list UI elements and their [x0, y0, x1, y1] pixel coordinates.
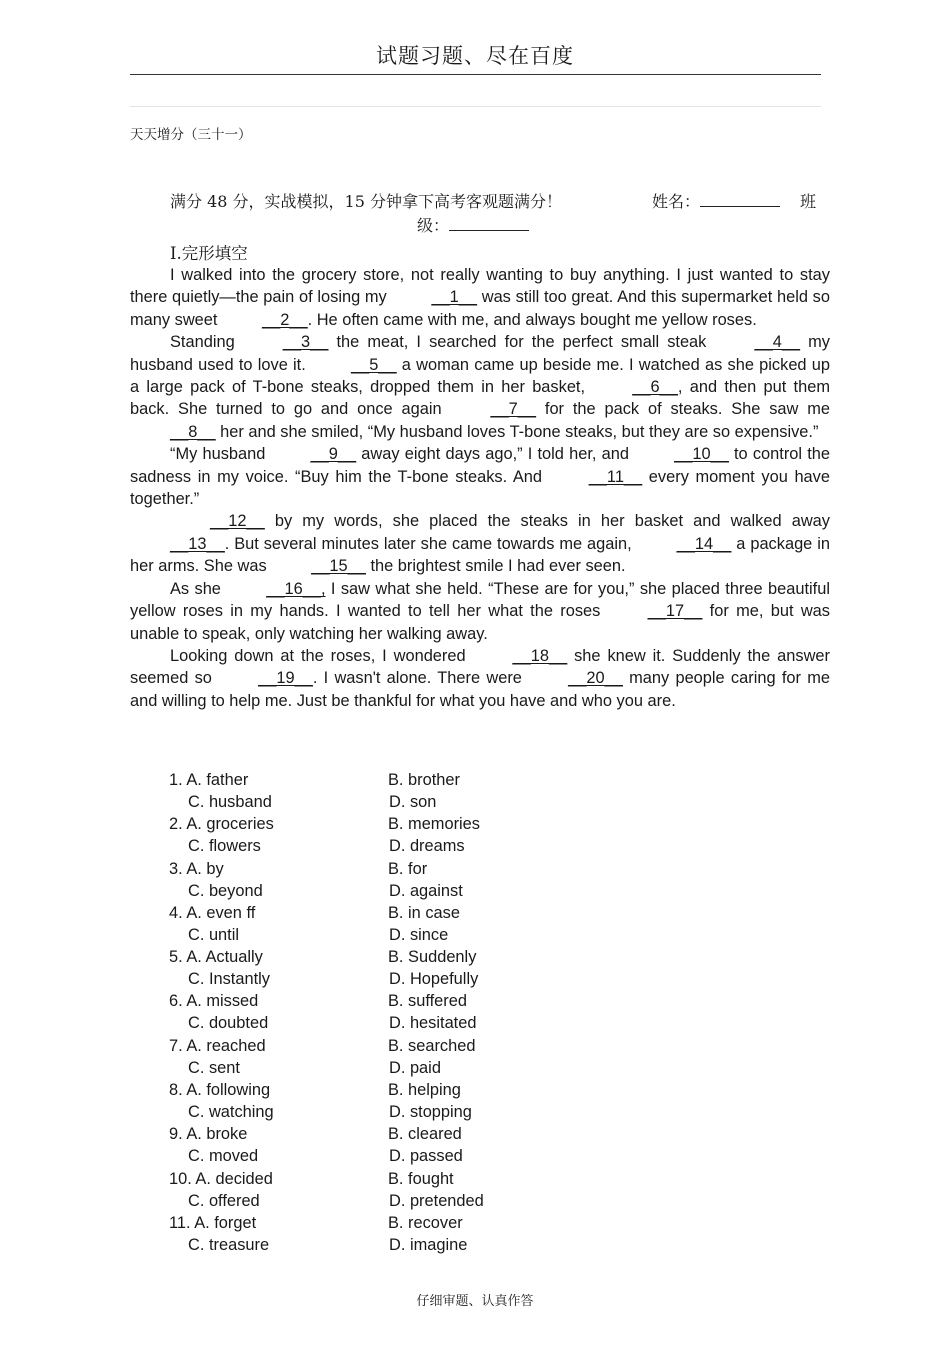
option-d: D. since	[389, 925, 449, 944]
blank-20: __20__	[568, 669, 623, 688]
option-c: C. watching	[188, 1103, 274, 1122]
passage-text: . He often came with me, and always bought me yellow roses.	[307, 310, 757, 329]
passage-text: I saw what she held. “These are for you,” she placed three beautiful yellow roses in my hands. I wanted to tell her what the roses	[130, 579, 830, 621]
passage-text: every moment you have together.”	[130, 467, 830, 509]
option-c: C. beyond	[188, 881, 263, 900]
option-b: B. recover	[388, 1213, 463, 1232]
blank-14: __14__	[676, 534, 732, 553]
paragraph-2	[130, 331, 830, 443]
option-c: C. husband	[188, 793, 272, 811]
answer-options	[169, 769, 589, 1256]
name-blank	[700, 192, 780, 207]
option-a: 6. A. missed	[169, 992, 259, 1011]
option-a: 11. A. forget	[169, 1213, 257, 1232]
option-a: 3. A. by	[169, 859, 224, 878]
header-divider-light	[130, 106, 821, 107]
option-c: C. Instantly	[188, 970, 270, 989]
option-c: C. moved	[188, 1147, 259, 1166]
blank-3: __3__	[282, 333, 329, 352]
option-b: B. searched	[388, 1036, 476, 1055]
passage-text: , and then put them back. She turned to go and once again	[130, 378, 830, 419]
passage-text: was still too great. And this supermarket held so many sweet	[130, 288, 830, 329]
option-c: C. offered	[188, 1191, 260, 1210]
name-field	[652, 190, 780, 214]
passage-text: As she	[170, 579, 227, 598]
passage-text: she knew it. Suddenly the answer seemed so	[130, 646, 831, 688]
page-header-title: 试题习题、尽在百度	[376, 44, 574, 68]
passage-text: for the pack of steaks. She saw me	[536, 400, 830, 419]
passage-text: away eight days ago,” I told her, and	[356, 445, 635, 464]
blank-4: __4__	[754, 333, 801, 352]
page-footer: 仔细审题、认真作答	[416, 1294, 534, 1309]
option-b: B. memories	[388, 815, 480, 834]
option-b: B. in case	[388, 903, 460, 922]
blank-5: __5__	[351, 355, 397, 374]
passage-text: a package in her arms. She was	[130, 534, 830, 576]
passage-text: Looking down at the roses, I wondered	[170, 646, 473, 665]
option-b: B. for	[388, 859, 428, 878]
passage-text: . I wasn't alone. There were	[312, 669, 529, 688]
passage-text: her and she smiled, “My husband loves T-bone steaks, but they are so expensive.”	[215, 422, 819, 441]
paragraph-3	[130, 443, 830, 510]
option-a: 8. A. following	[169, 1081, 271, 1100]
header-divider	[130, 74, 821, 75]
option-d: D. son	[389, 793, 437, 811]
option-c: C. until	[188, 925, 240, 944]
paragraph-5	[130, 578, 830, 645]
option-d: D. dreams	[389, 837, 465, 856]
blank-10: __10__	[674, 445, 729, 464]
passage-text: my husband used to love it.	[130, 333, 830, 374]
cloze-passage	[130, 264, 830, 712]
blank-6: __6__	[632, 378, 678, 397]
question-3-options	[169, 858, 589, 902]
passage-text: many people caring for me and willing to help me. Just be thankful for what you have and who you are.	[130, 669, 830, 710]
option-c: C. flowers	[188, 837, 261, 856]
option-a: 9. A. broke	[169, 1125, 248, 1144]
passage-text: a woman came up beside me. I watched as she picked up a large pack of T-bone steaks, dropped them in her basket,	[130, 355, 830, 397]
passage-text: . But several minutes later she came towards me again,	[224, 534, 637, 553]
paragraph-4	[130, 510, 830, 577]
passage-text: for me, but was unable to speak, only watching her walking away.	[130, 602, 830, 643]
option-d: D. stopping	[389, 1103, 472, 1122]
question-11-options	[169, 1212, 589, 1256]
option-d: D. passed	[389, 1147, 463, 1166]
option-a: 2. A. groceries	[169, 815, 274, 834]
blank-16: __16__,	[266, 579, 326, 598]
option-b: B. helping	[388, 1081, 461, 1100]
option-c: C. sent	[188, 1058, 240, 1077]
option-d: D. imagine	[389, 1235, 468, 1254]
passage-text: by my words, she placed the steaks in her basket and walked away	[264, 512, 830, 531]
paragraph-6	[130, 645, 830, 712]
option-d: D. Hopefully	[389, 970, 479, 989]
series-title: 天天增分（三十一）	[130, 127, 252, 143]
class-label-part2: 级：	[417, 216, 450, 235]
option-d: D. hesitated	[389, 1014, 477, 1033]
blank-15: __15__	[311, 557, 366, 576]
option-a: 4. A. even ff	[169, 903, 256, 922]
blank-17: __17__	[647, 602, 703, 621]
question-5-options	[169, 946, 589, 990]
blank-18: __18__	[512, 646, 568, 665]
class-field	[417, 214, 529, 238]
option-b: B. fought	[388, 1169, 454, 1188]
question-2-options	[169, 813, 589, 857]
passage-text: I walked into the grocery store, not really wanting to buy anything. I just wanted to stay there quietly—the pain of losing my	[130, 266, 830, 307]
passage-text: to control the sadness in my voice. “Buy him the T-bone steaks. And	[130, 445, 830, 486]
intro-text: 满分 48 分，实战模拟，15 分钟拿下高考客观题满分！	[170, 192, 562, 211]
passage-text: “My husband	[170, 445, 271, 464]
option-b: B. suffered	[388, 992, 467, 1011]
option-d: D. against	[389, 881, 463, 900]
option-a: 7. A. reached	[169, 1036, 266, 1055]
option-b: B. brother	[388, 771, 460, 789]
blank-13: __13__	[170, 534, 225, 553]
question-8-options	[169, 1079, 589, 1123]
intro-line	[170, 190, 820, 235]
blank-7: __7__	[490, 400, 537, 419]
blank-19: __19__	[258, 669, 313, 688]
blank-8: __8__	[170, 422, 216, 441]
question-10-options	[169, 1168, 589, 1212]
paragraph-1	[130, 264, 830, 331]
question-1-options	[169, 769, 589, 813]
passage-text: the meat, I searched for the perfect small steak	[328, 333, 715, 352]
question-7-options	[169, 1035, 589, 1079]
question-6-options	[169, 990, 589, 1034]
section-title: Ⅰ.完形填空	[170, 244, 248, 263]
blank-1: __1__	[431, 288, 478, 307]
blank-2: __2__	[262, 310, 308, 329]
option-a: 1. A. father	[169, 771, 249, 789]
option-d: D. pretended	[389, 1191, 484, 1210]
option-a: 10. A. decided	[169, 1169, 273, 1188]
passage-text: the brightest smile I had ever seen.	[365, 557, 626, 576]
option-c: C. treasure	[188, 1235, 270, 1254]
blank-9: __9__	[310, 445, 357, 464]
passage-text: Standing	[170, 333, 243, 352]
option-b: B. Suddenly	[388, 948, 477, 967]
class-label-part1: 班	[800, 192, 817, 211]
name-label: 姓名：	[652, 192, 701, 211]
blank-11: __11__	[588, 467, 643, 486]
class-blank	[449, 216, 529, 231]
option-b: B. cleared	[388, 1125, 462, 1144]
question-4-options	[169, 902, 589, 946]
option-d: D. paid	[389, 1058, 441, 1077]
option-a: 5. A. Actually	[169, 948, 263, 967]
question-9-options	[169, 1123, 589, 1167]
blank-12: __12__	[210, 512, 265, 531]
option-c: C. doubted	[188, 1014, 269, 1033]
